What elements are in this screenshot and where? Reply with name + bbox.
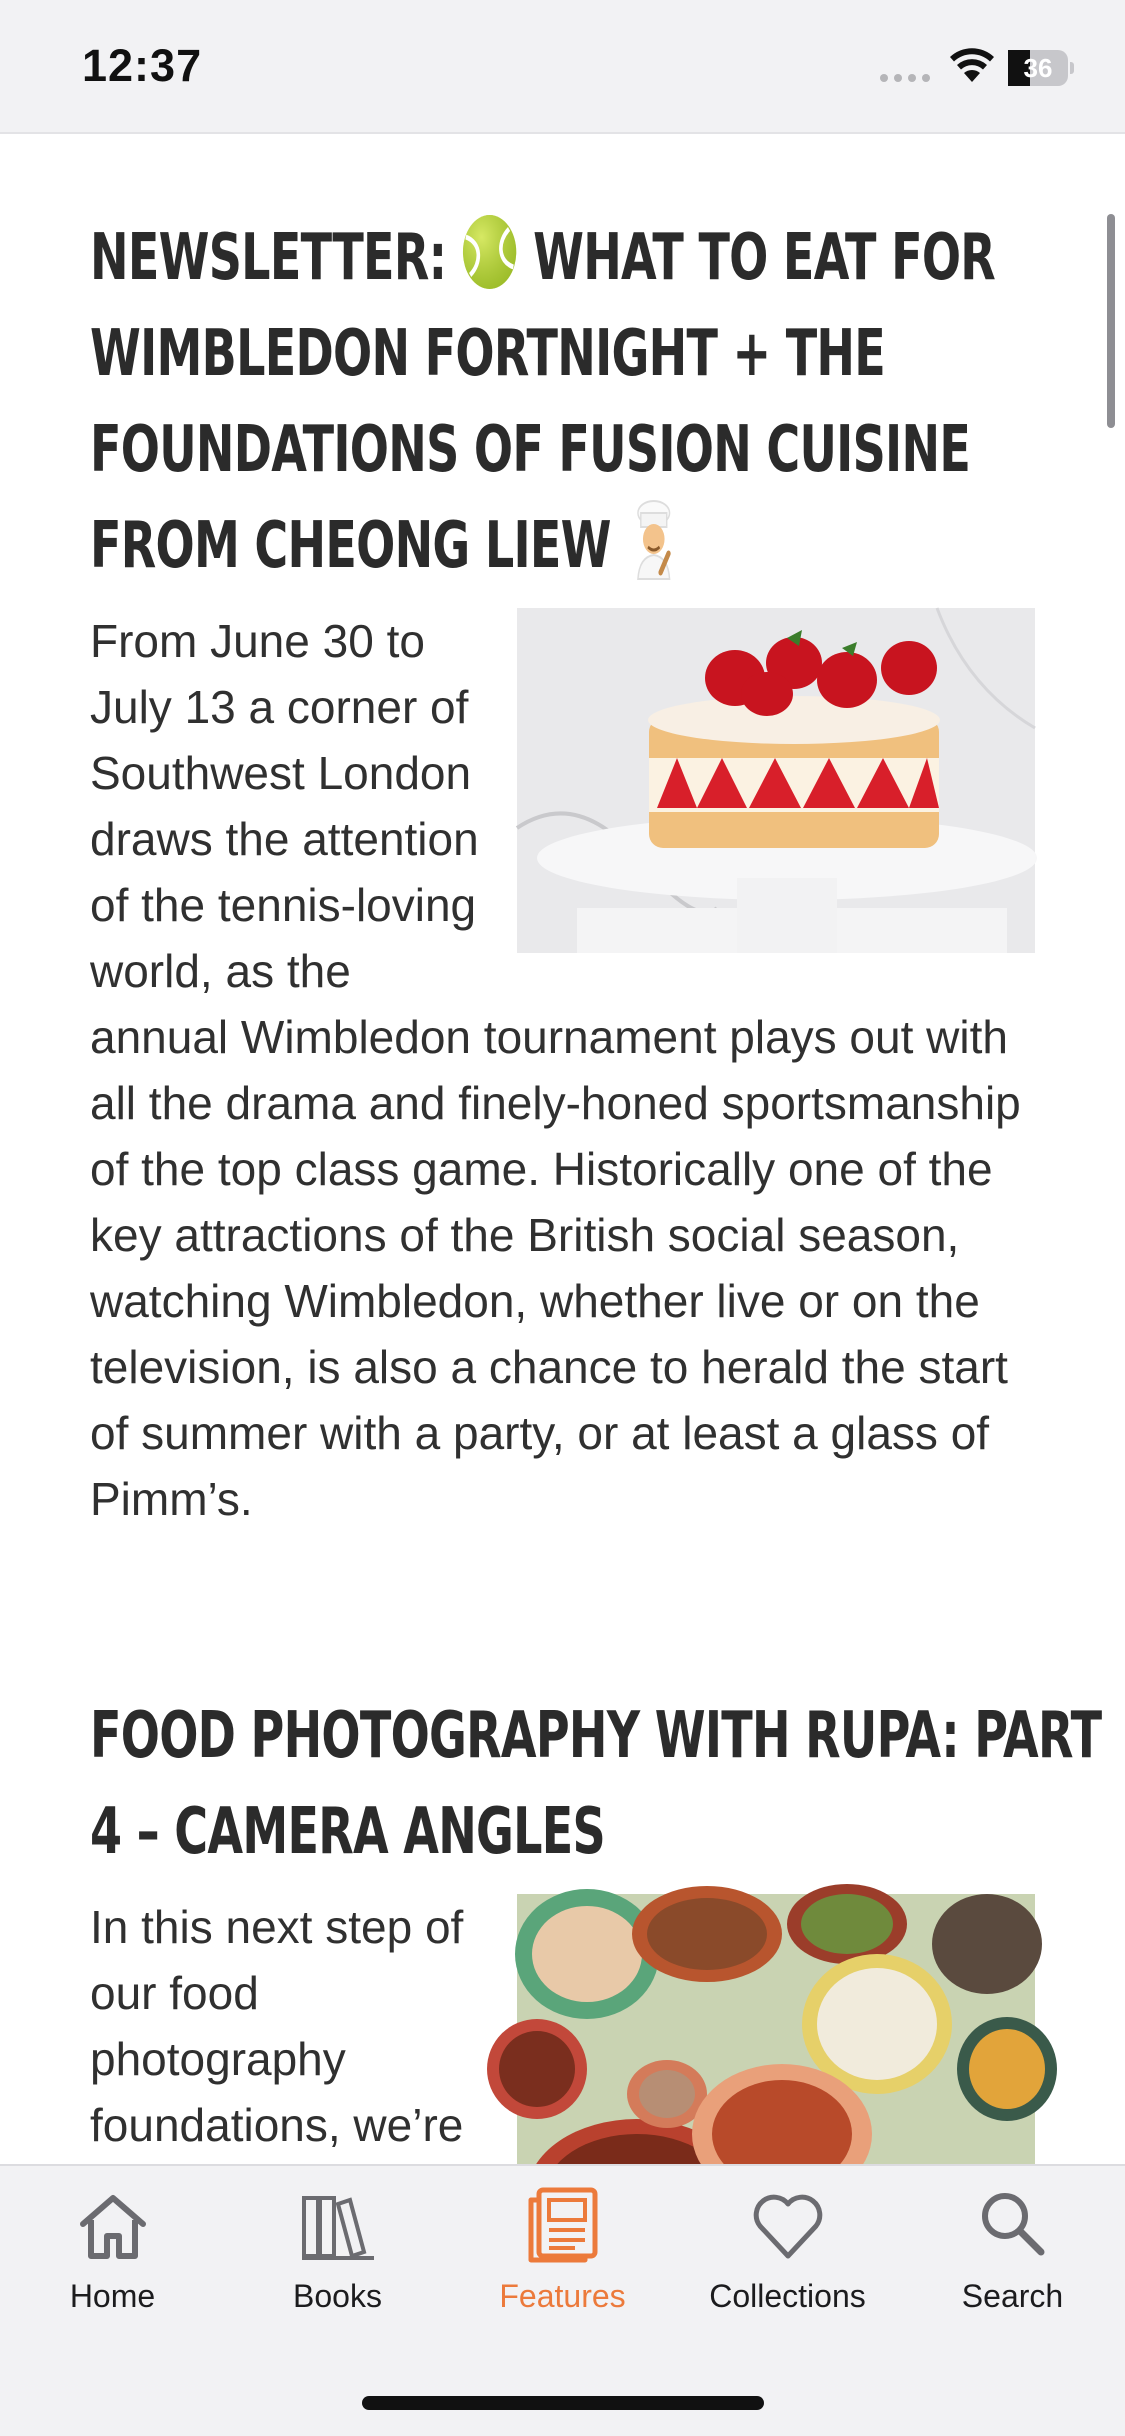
tab-features-label: Features (499, 2278, 626, 2314)
tab-features[interactable] (450, 2186, 675, 2326)
tab-books-label: Books (293, 2278, 382, 2314)
article-excerpt: From June 30 to July 13 a corner of Southwest London draws the attention of the tennis-loving world, as the annual Wimbledon tournament plays out with all the drama and finely-honed sportsmanship of the top class game. Historically one of the key attractions of the British social season, watching Wimbledon, whether live or on the television, is also a chance to herald the start of summer with a party, or at least a glass of Pimm’s. (90, 615, 1021, 1525)
tab-collections-label: Collections (709, 2278, 866, 2314)
search-icon (973, 2186, 1053, 2266)
article-thumbnail[interactable] (517, 608, 1035, 953)
article-excerpt: In this next step of our food photography foundations, we’re (90, 1901, 464, 2151)
tab-home-label: Home (69, 2278, 156, 2314)
wifi-icon (948, 46, 996, 86)
house-icon (73, 2186, 153, 2266)
battery-level: 36 (1023, 53, 1053, 83)
tab-search-label: Search (961, 2278, 1064, 2314)
status-time: 12:37 (82, 40, 203, 91)
tab-home[interactable] (0, 2186, 225, 2326)
tab-search[interactable] (900, 2186, 1125, 2326)
article-headline[interactable]: NEWSLETTER: WHAT TO EAT FOR WIMBLEDON FORTNIGHT + THE FOUNDATIONS OF FUSION CUISINE FROM CHEONG LIEW (90, 210, 1120, 594)
chef-icon (626, 499, 681, 581)
features-feed[interactable] (0, 136, 1125, 2164)
article-headline[interactable]: FOOD PHOTOGRAPHY WITH RUPA: PART 4 – CAMERA ANGLES (90, 1699, 1102, 1869)
article-card[interactable] (0, 210, 1125, 1532)
tennis-ball-icon (462, 213, 518, 291)
books-icon (298, 2186, 378, 2266)
home-indicator[interactable] (362, 2396, 764, 2410)
heart-icon (748, 2186, 828, 2266)
battery-icon (1008, 50, 1074, 86)
status-bar (0, 0, 1125, 134)
tab-collections[interactable] (675, 2186, 900, 2326)
tab-books[interactable] (225, 2186, 450, 2326)
newspaper-icon (523, 2186, 603, 2266)
scrollbar[interactable] (1107, 214, 1115, 428)
strawberry-cake-image (517, 608, 1035, 953)
cellular-signal-icon (880, 74, 930, 82)
